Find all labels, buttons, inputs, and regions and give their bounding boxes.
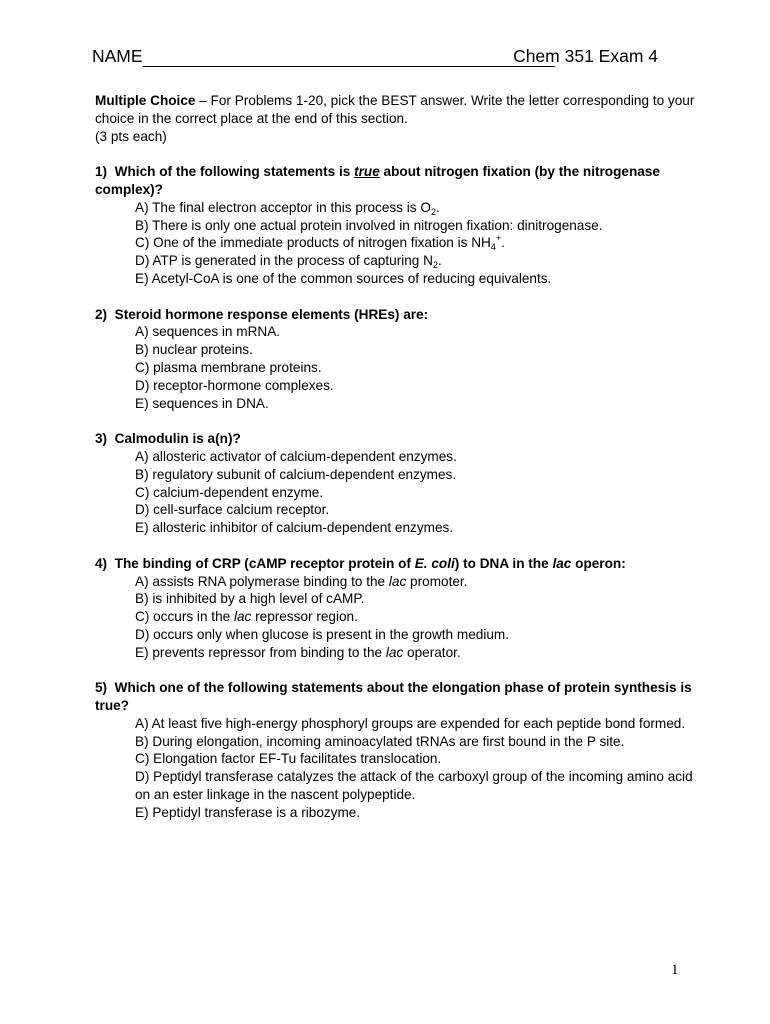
name-label: NAME — [92, 46, 143, 66]
option-text: repressor region. — [251, 609, 358, 625]
option-b: B) nuclear proteins. — [135, 342, 253, 358]
question-number: 3) — [95, 431, 108, 447]
subscript: 4 — [490, 242, 496, 253]
answer-options — [95, 448, 695, 537]
page-number: 1 — [671, 962, 679, 978]
stem-text: ) to DNA in the — [454, 555, 553, 571]
stem-text: about nitrogen fixation (by the nitrogenase complex)? — [95, 164, 660, 197]
question-stem — [95, 163, 695, 199]
stem-text: Which of the following statements is — [114, 164, 355, 180]
option-c — [135, 608, 695, 626]
question-stem — [95, 555, 695, 573]
option-a — [135, 199, 695, 217]
option-e: E) sequences in DNA. — [135, 395, 269, 411]
option-e: E) Peptidyl transferase is a ribozyme. — [135, 804, 361, 820]
option-e: E) allosteric inhibitor of calcium-dependent enzymes. — [135, 520, 454, 536]
option-b: B) There is only one actual protein involved in nitrogen fixation: dinitrogenase. — [135, 217, 603, 233]
option-c — [135, 234, 695, 252]
option-b: B) is inhibited by a high level of cAMP. — [135, 591, 365, 607]
section-instructions — [95, 92, 695, 145]
option-text: C) occurs in the — [135, 609, 234, 625]
points-note: (3 pts each) — [95, 128, 167, 144]
question-number: 2) — [95, 306, 108, 322]
question-3 — [95, 430, 695, 537]
option-d: D) Peptidyl transferase catalyzes the attack of the carboxyl group of the incoming amino acid on an ester linkage in the nascent polypeptide. — [135, 769, 693, 803]
question-stem — [95, 679, 695, 715]
stem-text: operon: — [571, 555, 626, 571]
stem-emphasis: E. coli — [414, 555, 455, 571]
name-blank-line — [143, 66, 555, 67]
subscript: 2 — [432, 260, 438, 271]
section-heading: Multiple Choice — [95, 93, 196, 108]
answer-options — [95, 323, 695, 412]
option-a — [135, 573, 695, 591]
stem-text: Calmodulin is a(n)? — [114, 431, 241, 447]
question-1 — [95, 163, 695, 288]
option-text: A) assists RNA polymerase binding to the — [135, 573, 389, 589]
option-emphasis: lac — [233, 609, 252, 625]
option-e: E) Acetyl-CoA is one of the common sources of reducing equivalents. — [135, 270, 552, 286]
option-c: C) plasma membrane proteins. — [135, 359, 322, 375]
option-d: D) cell-surface calcium receptor. — [135, 502, 330, 518]
option-b: B) regulatory subunit of calcium-dependent enzymes. — [135, 466, 457, 482]
question-number: 4) — [95, 555, 108, 571]
question-4 — [95, 555, 695, 662]
superscript: + — [495, 233, 502, 244]
option-a: A) sequences in mRNA. — [135, 324, 281, 340]
stem-emphasis: lac — [552, 555, 572, 571]
option-text: E) prevents repressor from binding to the — [135, 644, 386, 660]
option-text: A) The final electron acceptor in this process is O — [135, 199, 431, 215]
stem-text: The binding of CRP (cAMP receptor protein of — [114, 555, 415, 571]
option-e — [135, 644, 695, 662]
stem-text: Which one of the following statements about the elongation phase of protein synthesis is true? — [95, 680, 692, 714]
option-emphasis: lac — [388, 573, 407, 589]
option-b: B) During elongation, incoming aminoacylated tRNAs are first bound in the P site. — [135, 733, 625, 749]
stem-text: Steroid hormone response elements (HREs) are: — [114, 306, 429, 322]
option-text: D) ATP is generated in the process of capturing N — [135, 253, 433, 269]
question-stem — [95, 306, 695, 324]
stem-emphasis: true — [354, 164, 380, 180]
exam-content — [95, 92, 695, 839]
option-d: D) occurs only when glucose is present in the growth medium. — [135, 626, 510, 642]
option-d — [135, 252, 695, 270]
answer-options — [95, 715, 695, 822]
option-a: A) allosteric activator of calcium-dependent enzymes. — [135, 448, 457, 464]
option-c: C) calcium-dependent enzyme. — [135, 484, 324, 500]
question-number: 1) — [95, 164, 108, 180]
option-emphasis: lac — [385, 644, 404, 660]
question-stem — [95, 430, 695, 448]
option-c: C) Elongation factor EF-Tu facilitates translocation. — [135, 751, 442, 767]
option-a: A) At least five high-energy phosphoryl groups are expended for each peptide bond formed. — [135, 715, 686, 731]
option-text: . — [435, 199, 440, 215]
option-text: . — [501, 235, 505, 251]
option-d: D) receptor-hormone complexes. — [135, 377, 334, 393]
option-text: C) One of the immediate products of nitrogen fixation is NH — [135, 235, 491, 251]
answer-options — [95, 199, 695, 288]
subscript: 2 — [430, 206, 436, 217]
instructions-text: – For Problems 1-20, pick the BEST answer. Write the letter corresponding to your choice in the correct place at the end of this section. — [95, 93, 695, 126]
exam-title: Chem 351 Exam 4 — [513, 46, 658, 66]
option-text: operator. — [403, 644, 461, 660]
question-5 — [95, 679, 695, 821]
page-header — [92, 46, 662, 70]
option-text: . — [437, 253, 442, 269]
answer-options — [95, 573, 695, 662]
option-text: promoter. — [406, 573, 468, 589]
question-2 — [95, 306, 695, 413]
question-number: 5) — [95, 680, 108, 696]
